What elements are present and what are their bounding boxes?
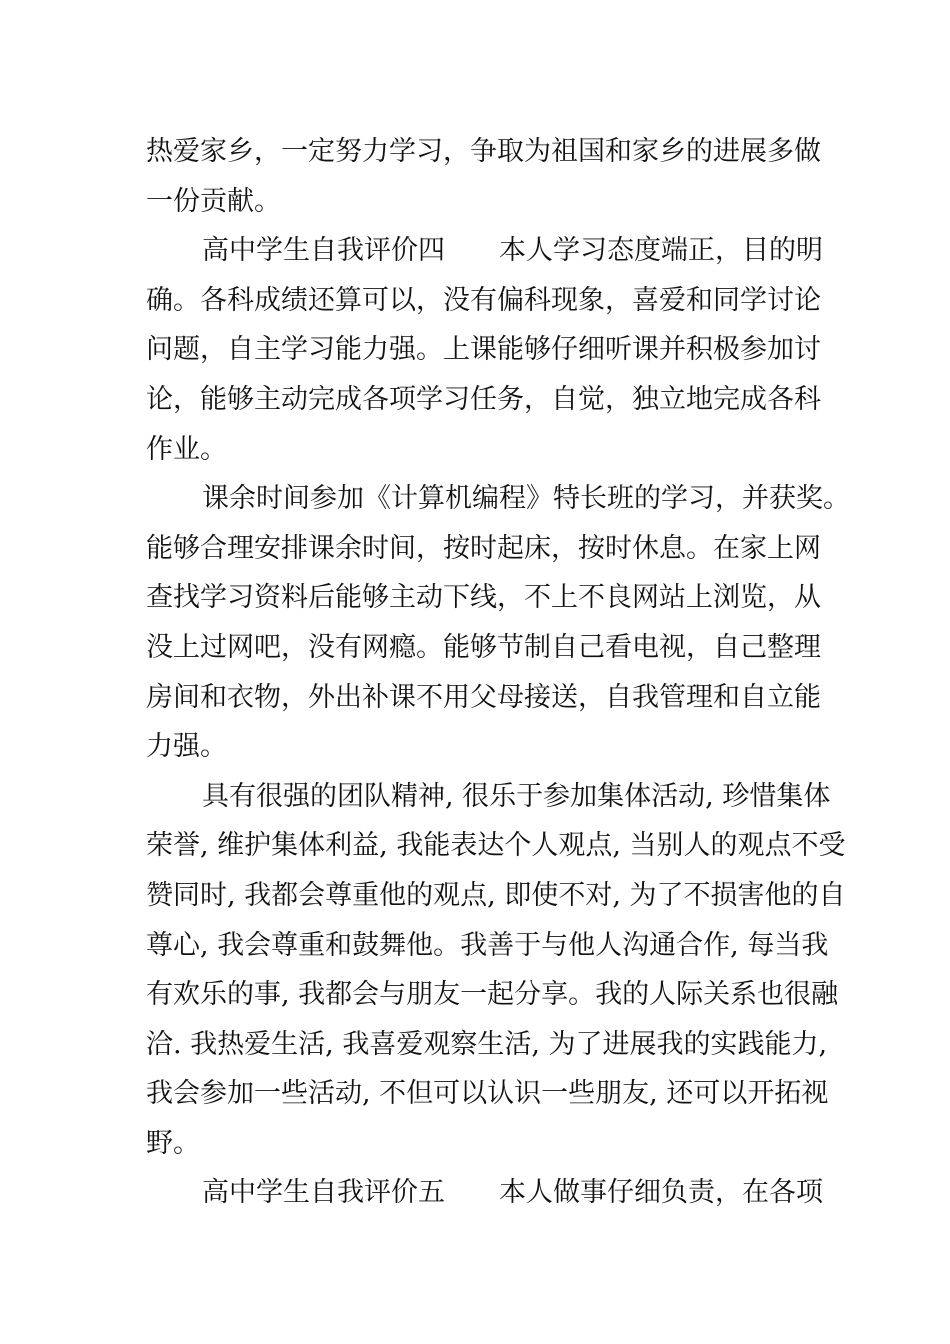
document-body — [146, 127, 850, 1218]
section-lead-5: 本人做事仔细负责，在各项 — [499, 1177, 823, 1209]
text-line-17: 尊心, 我会尊重和鼓舞他。我善于与他人沟通合作, 每当我 — [146, 929, 829, 961]
text-line-14: 具有很强的团队精神, 很乐于参加集体活动, 珍惜集体 — [202, 780, 831, 812]
text-line-19: 洽. 我热爱生活, 我喜爱观察生活, 为了进展我的实践能力, — [146, 1028, 828, 1060]
text-line-4: 确。各科成绩还算可以，没有偏科现象，喜爱和同学讨论 — [146, 284, 821, 316]
text-line-21: 野。 — [146, 1127, 200, 1159]
text-line-11: 没上过网吧，没有网瘾。能够节制自己看电视，自己整理 — [146, 631, 821, 663]
text-line-16: 赞同时, 我都会尊重他的观点, 即使不对, 为了不损害他的自 — [146, 879, 846, 911]
section-title-4: 高中学生自我评价四 — [202, 235, 445, 267]
section-heading-4 — [146, 226, 826, 276]
text-line-9: 能够合理安排课余时间，按时起床，按时休息。在家上网 — [146, 532, 821, 564]
text-line-7: 作业。 — [146, 433, 227, 465]
text-line-20: 我会参加一些活动, 不但可以认识一些朋友, 还可以开拓视 — [146, 1078, 829, 1110]
text-line-13: 力强。 — [146, 731, 227, 763]
text-line-6: 论，能够主动完成各项学习任务，自觉，独立地完成各科 — [146, 383, 821, 415]
text-line-2: 一份贡献。 — [146, 185, 281, 217]
section-lead-4: 本人学习态度端正，目的明 — [499, 235, 823, 267]
text-line-18: 有欢乐的事, 我都会与朋友一起分享。我的人际关系也很融 — [146, 979, 839, 1011]
section-title-5: 高中学生自我评价五 — [202, 1177, 445, 1209]
text-line-1: 热爱家乡，一定努力学习，争取为祖国和家乡的进展多做 — [146, 136, 821, 167]
text-line-5: 问题，自主学习能力强。上课能够仔细听课并积极参加讨 — [146, 334, 821, 366]
text-line-15: 荣誉, 维护集体利益, 我能表达个人观点, 当别人的观点不受 — [146, 830, 846, 862]
section-heading-5 — [146, 1168, 826, 1218]
text-line-8: 课余时间参加《计算机编程》特长班的学习，并获奖。 — [202, 483, 850, 515]
text-line-10: 查找学习资料后能够主动下线，不上不良网站上浏览，从 — [146, 582, 821, 614]
text-line-12: 房间和衣物，外出补课不用父母接送，自我管理和自立能 — [146, 681, 821, 713]
